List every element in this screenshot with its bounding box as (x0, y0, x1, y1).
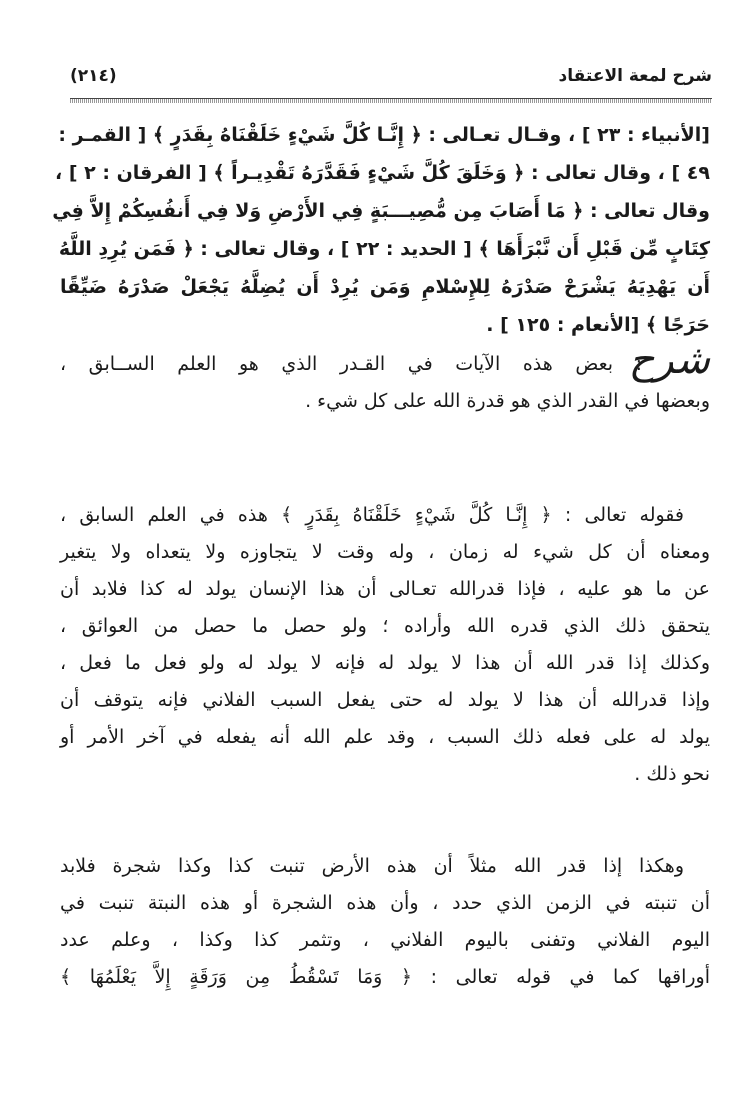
paragraph-line: يتحقق ذلك الذي قدره الله وأراده ؛ ولو حصل ما حصل من العوائق ، (60, 615, 710, 637)
sharh-line: : بعض هذه الآيات في القـدر الذي هو العلم الســابق ، (60, 353, 642, 375)
paragraph-line: اليوم الفلاني وتفنى باليوم الفلاني ، وتثمر كذا وكذا ، وعلم عدد (60, 929, 710, 951)
sharh-label: شرح (628, 337, 710, 383)
paragraph-line: أوراقها كما في قوله تعالى : ﴿ وَمَا تَسْقُطُ مِن وَرَقَةٍ إِلاَّ يَعْلَمُهَا ﴾ (60, 966, 710, 988)
page-number: (٢١٤) (70, 66, 117, 86)
paragraph-line: عن ما هو عليه ، فإذا قدرالله تعـالى أن هذا الإنسان يولد له كذا فلابد أن (60, 578, 710, 600)
verse-line: وقال تعالى : ﴿ مَا أَصَابَ مِن مُّصِيـــبَةٍ فِي الأَرْضِ وَلا فِي أَنفُسِكُمْ إِلاَّ فِي (52, 200, 710, 222)
verse-line: أَن يَهْدِيَهُ يَشْرَحْ صَدْرَهُ لِلإِسْلامِ وَمَن يُرِدْ أَن يُضِلَّهُ يَجْعَلْ صَدْرَهُ ضَيِّقًا (60, 276, 710, 298)
paragraph-2 (60, 848, 710, 996)
verse-line: كِتَابٍ مِّن قَبْلِ أَن نَّبْرَأَهَا ﴾ [ الحديد : ٢٢ ] ، وقال تعالى : ﴿ فَمَن يُرِدِ اللَّهُ (58, 238, 710, 260)
paragraph-1 (60, 497, 710, 793)
sharh-line: وبعضها في القدر الذي هو قدرة الله على كل شيء . (305, 390, 710, 412)
page-header (70, 66, 712, 92)
paragraph-line: نحو ذلك . (634, 763, 710, 785)
verse-line: ٤٩ ] ، وقال تعالى : ﴿ وَخَلَقَ كُلَّ شَيْءٍ فَقَدَّرَهُ تَقْدِيـراً ﴾ [ الفرقان : ٢ ] ، (55, 162, 710, 184)
paragraph-line: وإذا قدرالله أن هذا لا يولد له حتى يفعل السبب الفلاني فإنه يتوقف أن (60, 689, 710, 711)
paragraph-line: ومعناه أن كل شيء له زمان ، وله وقت لا يتجاوزه ولا يتعداه ولا يتغير (60, 541, 710, 563)
verses-block (52, 116, 710, 344)
paragraph-line: وهكذا إذا قدر الله مثلاً أن هذه الأرض تنبت كذا وكذا شجرة فلابد (60, 855, 684, 877)
verse-line: حَرَجًا ﴾ [الأنعام : ١٢٥ ] . (486, 314, 710, 336)
header-rule (70, 98, 712, 103)
paragraph-line: فقوله تعالى : ﴿ إِنَّـا كُلَّ شَيْءٍ خَلَقْنَاهُ بِقَدَرٍ ﴾ هذه في العلم السابق ، (60, 504, 684, 526)
paragraph-line: يولد له على فعله ذلك السبب ، وقد علم الله أنه يفعله في آخر الأمر أو (60, 726, 710, 748)
paragraph-line: وكذلك إذا قدر الله أن هذا لا يولد له فإنه لا يولد له ولو فعل ما فعل ، (60, 652, 710, 674)
verse-line: [الأنبياء : ٢٣ ] ، وقـال تعـالى : ﴿ إِنَّـا كُلَّ شَيْءٍ خَلَقْنَاهُ بِقَدَرٍ ﴾ [ القمـر : (58, 124, 710, 146)
running-title: شرح لمعة الاعتقاد (558, 66, 712, 86)
sharh-block (60, 337, 710, 420)
paragraph-line: أن تنبته في الزمن الذي حدد ، وأن هذه الشجرة أو هذه النبتة تنبت في (60, 892, 710, 914)
